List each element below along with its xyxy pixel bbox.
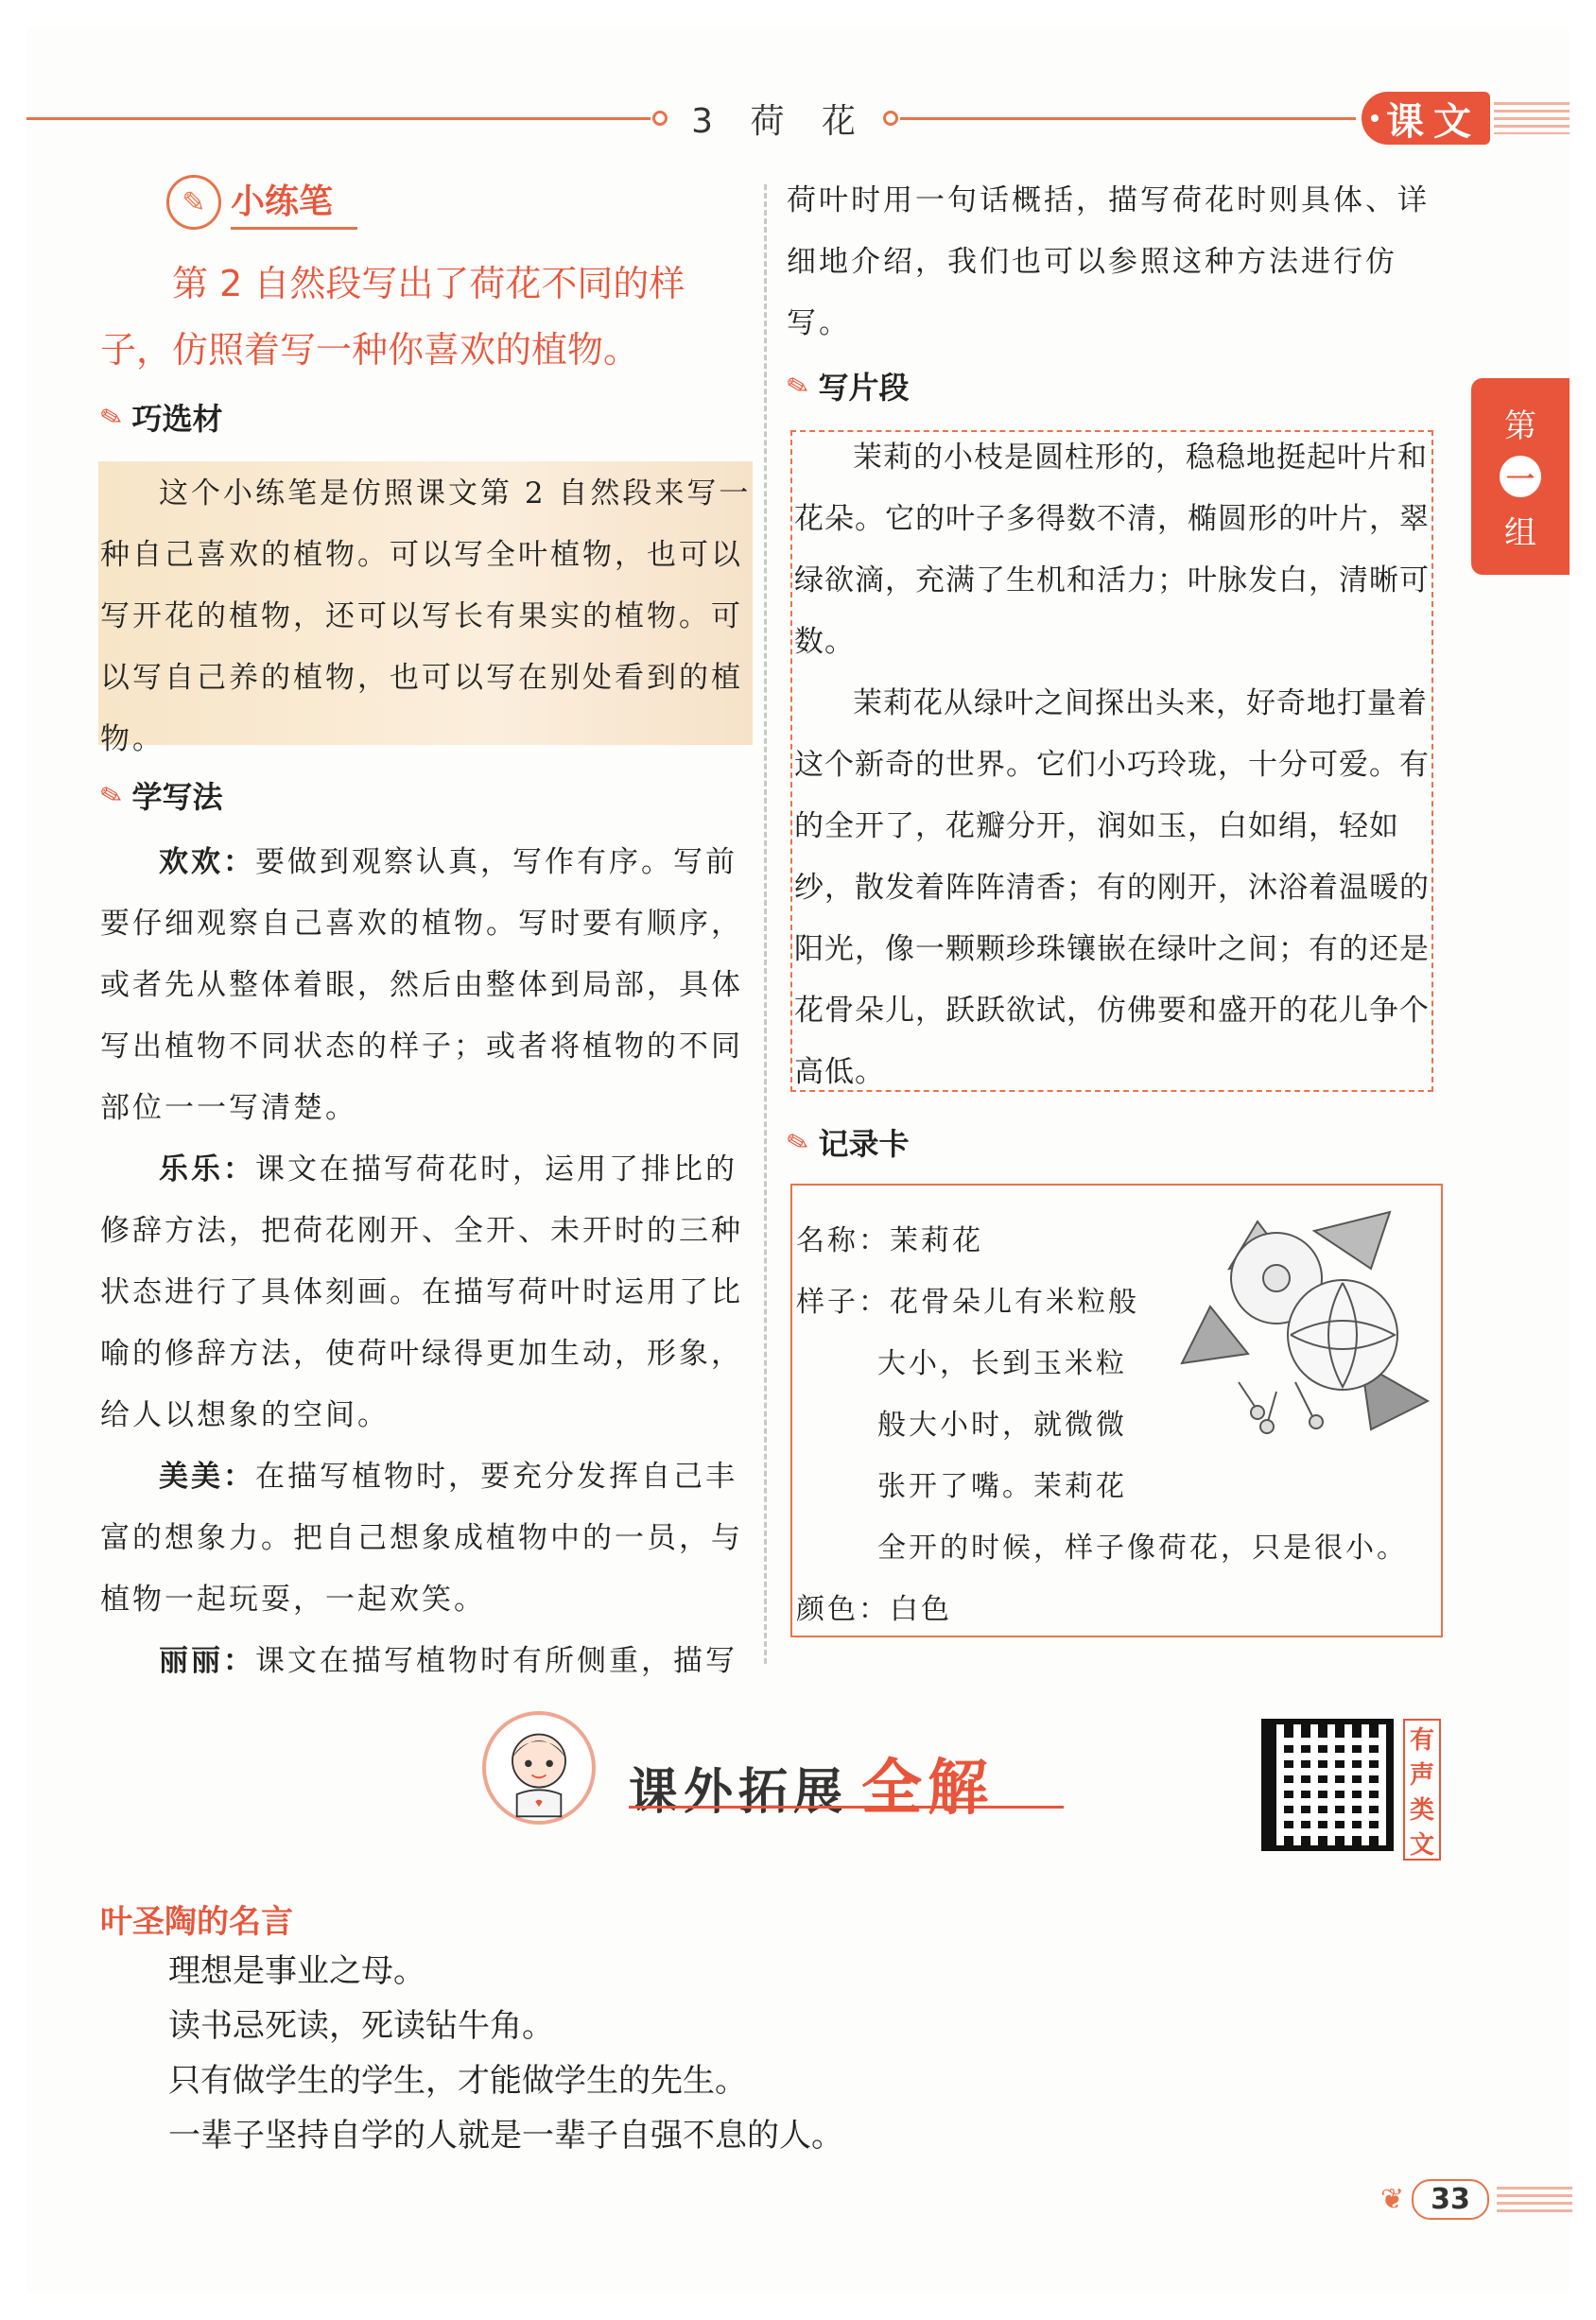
audio-text-label	[1403, 1719, 1441, 1861]
practice-title: 小练笔	[231, 175, 357, 230]
record-shape-line: 大小，长到玉米粒	[877, 1347, 1127, 1380]
extension-banner	[473, 1711, 1078, 1825]
footer-stripes	[1497, 2187, 1572, 2213]
lesson-title: 3 荷 花	[691, 102, 869, 141]
qr-code-icon[interactable]	[1261, 1719, 1394, 1851]
fragment-heading	[783, 364, 910, 407]
method-item	[100, 1446, 753, 1631]
method-item-text: 课文在描写植物时有所侧重，描写	[255, 1644, 737, 1678]
fragment-paragraph: 茉莉花从绿叶之间探出头来，好奇地打量着这个新奇的世界。它们小巧玲珑，十分可爱。有的全开了，花瓣分开，润如玉，白如绢，轻如纱，散发着阵阵清香；有的刚开，沐浴着温暖的阳光，像一颗颗珍珠镶嵌在绿叶之间；有的还是花骨朵儿，跃跃欲试，仿佛要和盛开的花儿争个高低。	[794, 686, 1430, 1089]
record-heading	[783, 1120, 910, 1164]
header-dot-right	[883, 111, 898, 126]
method-heading	[96, 773, 223, 817]
leaf-icon: ❦	[1380, 2183, 1405, 2216]
quote-item: 一辈子坚持自学的人就是一辈子自强不息的人。	[168, 2117, 843, 2155]
section-badge: 课文	[1362, 92, 1490, 145]
audio-label-char: 声	[1409, 1761, 1434, 1790]
record-shape-line: 般大小时，就微微	[877, 1409, 1127, 1442]
method-item	[100, 1139, 753, 1446]
banner-title-accent: 全解	[861, 1754, 995, 1824]
select-text	[100, 463, 753, 770]
unit-tab	[1471, 378, 1570, 575]
method-item	[100, 1631, 753, 1692]
method-item	[100, 832, 753, 1139]
column-divider	[764, 184, 767, 1664]
record-heading-text: 记录卡	[818, 1126, 910, 1162]
header-rule-left	[26, 117, 651, 120]
fragment-heading-text: 写片段	[818, 370, 910, 406]
header-dot-left	[652, 111, 668, 126]
pencil-icon: ✎	[783, 368, 813, 404]
record-color	[796, 1579, 1449, 1640]
record-shape	[796, 1272, 1449, 1333]
header-rule-right	[900, 117, 1356, 120]
header-stripes	[1494, 102, 1570, 134]
speaker-name: 丽丽：	[159, 1644, 255, 1678]
record-color-value: 白色	[890, 1593, 952, 1626]
quote-item: 读书忌死读，死读钻牛角。	[168, 2007, 554, 2045]
method-continued-text: 荷叶时用一句话概括，描写荷花时则具体、详细地介绍，我们也可以参照这种方法进行仿写。	[787, 183, 1430, 340]
quotes-list	[168, 1944, 843, 2163]
fragment-text	[794, 427, 1430, 1103]
girl-mascot-icon	[482, 1711, 596, 1825]
record-shape-line: 花骨朵儿有米粒般	[890, 1286, 1139, 1319]
record-shape-label: 样子：	[796, 1286, 890, 1319]
pencil-icon: ✎	[783, 1124, 813, 1160]
record-name	[796, 1210, 1449, 1272]
select-heading-text: 巧选材	[131, 401, 223, 437]
method-continued	[787, 170, 1439, 355]
method-item-text: 要做到观察认真，写作有序。写前要仔细观察自己喜欢的植物。写时要有顺序，或者先从整体着眼，然后由整体到局部，具体写出植物不同状态的样子；或者将植物的不同部位一一写清楚。	[100, 845, 743, 1125]
unit-tab-bottom: 组	[1504, 514, 1536, 552]
speaker-name: 乐乐：	[159, 1152, 255, 1186]
record-color-label: 颜色：	[796, 1593, 890, 1626]
page-number-value: 33	[1412, 2179, 1489, 2220]
record-name-label: 名称：	[796, 1224, 890, 1257]
method-item-text: 在描写植物时，要充分发挥自己丰富的想象力。把自己想象成植物中的一员，与植物一起玩耍，一起欢笑。	[100, 1460, 743, 1617]
banner-title-text: 课外拓展	[629, 1764, 849, 1821]
quote-item: 理想是事业之母。	[168, 1952, 425, 1990]
pencil-icon: ✎	[96, 399, 127, 435]
select-paragraph: 这个小练笔是仿照课文第 2 自然段来写一种自己喜欢的植物。可以写全叶植物，也可以写开花的植物，还可以写长有果实的植物。可以写自己养的植物，也可以写在别处看到的植物。	[100, 476, 752, 756]
select-heading	[96, 395, 223, 439]
speaker-name: 欢欢：	[159, 845, 255, 879]
page-number	[1380, 2179, 1572, 2220]
pen-icon: ✎	[166, 175, 221, 230]
quote-item: 只有做学生的学生，才能做学生的先生。	[168, 2062, 747, 2100]
banner-underline	[629, 1806, 1064, 1815]
pencil-icon: ✎	[96, 777, 127, 813]
audio-label-char: 类	[1409, 1796, 1434, 1825]
method-item-text: 课文在描写荷花时，运用了排比的修辞方法，把荷花刚开、全开、未开时的三种状态进行了具体刻画。在描写荷叶时运用了比喻的修辞方法，使荷叶绿得更加生动，形象，给人以想象的空间。	[100, 1152, 743, 1432]
unit-tab-number: 一	[1500, 456, 1541, 497]
fragment-paragraph: 茉莉的小枝是圆柱形的，稳稳地挺起叶片和花朵。它的叶子多得数不清，椭圆形的叶片，翠绿欲滴，充满了生机和活力；叶脉发白，清晰可数。	[794, 441, 1430, 659]
speaker-name: 美美：	[159, 1460, 255, 1494]
record-fields	[796, 1210, 1449, 1640]
audio-label-char: 文	[1409, 1831, 1434, 1860]
practice-header	[166, 175, 357, 230]
audio-label-char: 有	[1409, 1726, 1434, 1755]
method-list	[100, 832, 753, 1692]
practice-prompt: 第 2 自然段写出了荷花不同的样子，仿照着写一种你喜欢的植物。	[100, 263, 685, 371]
unit-tab-top: 第	[1504, 407, 1536, 445]
record-shape-line: 全开的时候，样子像荷花，只是很小。	[877, 1532, 1408, 1565]
record-shape-line: 张开了嘴。茉莉花	[877, 1470, 1127, 1503]
record-name-value: 茉莉花	[890, 1224, 983, 1257]
method-heading-text: 学写法	[131, 779, 223, 815]
quotes-heading: 叶圣陶的名言	[100, 1903, 293, 1941]
